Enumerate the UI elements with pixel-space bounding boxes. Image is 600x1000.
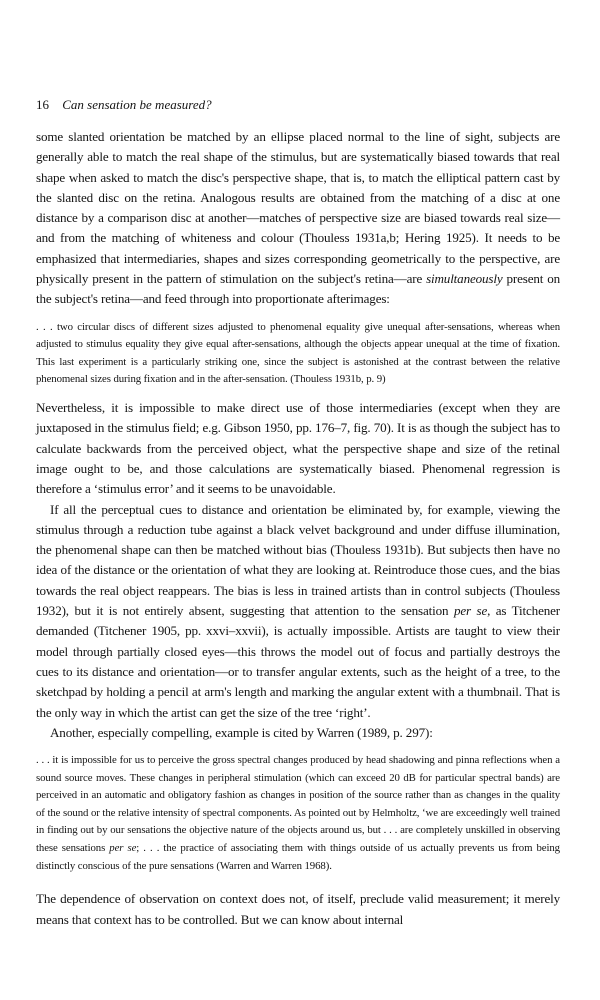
text-run: . . . two circular discs of different sizes adjusted to phenomenal equality give unequal after-sensations, whereas when adjusted to stimulus equality they give equal after-sensations, although the objects appear unequal at the time of fixation. This last experiment is a particularly striking one, since the subject is astonished at the contrast between the relative phenomenal sizes during fixation and in the after-sensation. (Thouless 1931b, p. 9) <box>36 320 560 386</box>
block-quote <box>36 319 560 389</box>
paragraph <box>36 500 560 723</box>
block-quote <box>36 752 560 875</box>
paragraph <box>36 398 560 499</box>
text-run: . . . it is impossible for us to perceive the gross spectral changes produced by head shadowing and pinna reflections when a sound source moves. These changes in peripheral stimulation (which can exceed 20 dB for particular spectral bands) are perceived in an automatic and obligatory fashion as changes in position of the source rather than as changes in the quality of the sound or the relative intensity of spectral components. As pointed out by Helmholtz, ‘we are exceedingly well trained in finding out by our sensations the objective nature of the objects around us, but . . . are completely unskilled in observing these sensations <box>36 754 560 855</box>
text-run: present on the subject's retina—and feed through into proportionate afterimages: <box>36 271 560 307</box>
paragraph <box>36 889 560 930</box>
italic-text: per se <box>109 842 137 855</box>
text-run: The dependence of observation on context does not, of itself, preclude valid measurement; it merely means that context has to be controlled. But we can know about internal <box>36 891 560 927</box>
running-title: Can sensation be measured? <box>62 97 212 112</box>
body-text <box>36 127 560 930</box>
text-run: Nevertheless, it is impossible to make direct use of those intermediaries (except when they are juxtaposed in the stimulus field; e.g. Gibson 1950, pp. 176–7, fig. 70). It is as though the subject has to calculate backwards from the perceived object, what the perspective shape and size of the retinal image ought to be, and those calculations are systematically biased. Phenomenal regression is therefore a ‘stimulus error’ and it seems to be unavoidable. <box>36 400 560 497</box>
italic-text: simultaneously <box>426 271 503 287</box>
paragraph <box>36 723 560 743</box>
text-run: , as Titchener demanded (Titchener 1905, pp. xxvi–xxvii), is actually impossible. Artists are taught to view their model through partially closed eyes—this throws the model out of focus and partially destroys the cues to its distance and orientation—or to transfer angular extents, such as the height of a tree, to the sketchpad by holding a pencil at arm's length and marking the angular extent with a thumbnail. That is the only way in which the artist can get the size of the tree ‘right’. <box>36 603 560 720</box>
text-run: ; . . . the practice of associating them with things outside of us actually prevents us from being distinctly conscious of the pure sensations (Warren and Warren 1968). <box>36 842 560 872</box>
text-run: some slanted orientation be matched by an ellipse placed normal to the line of sight, subjects are generally able to match the real shape of the stimulus, but are systematically biased towards that real shape when asked to match the disc's perspective shape, that is, to match the elliptical pattern cast by the slanted disc on the retina. Analogous results are obtained from the matching of a disc at one distance by a comparison disc at another—matches of perspective size are biased towards real size—and from the matching of whiteness and colour (Thouless 1931a,b; Hering 1925). It needs to be emphasized that intermediaries, shapes and sizes corresponding geometrically to the perspective, are physically present in the pattern of stimulation on the subject's retina—are <box>36 129 560 287</box>
page-number: 16 <box>36 97 49 112</box>
italic-text: per se <box>453 603 488 619</box>
running-header <box>36 97 556 113</box>
text-run: Another, especially compelling, example is cited by Warren (1989, p. 297): <box>50 724 433 740</box>
paragraph <box>36 127 560 310</box>
text-run: If all the perceptual cues to distance and orientation be eliminated by, for example, viewing the stimulus through a reduction tube against a black velvet background and under diffuse illumination, the phenomenal shape can then be matched without bias (Thouless 1931b). But subjects then have no idea of the distance or the orientation of what they are looking at. Reintroduce those cues, and the bias towards the real object reappears. The bias is less in trained artists than in control subjects (Thouless 1932), but it is not entirely absent, suggesting that attention to the sensation <box>36 501 560 619</box>
